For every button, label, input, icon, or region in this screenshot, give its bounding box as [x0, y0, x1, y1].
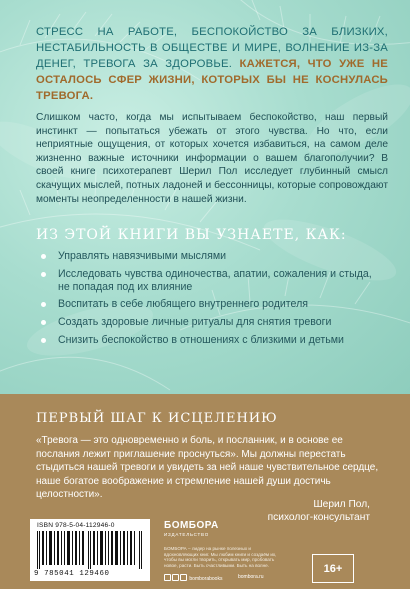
quote-author: [268, 498, 370, 525]
list-item-text: Воспитать в себе любящего внутреннего родителя: [58, 298, 309, 311]
quote-text: «Тревога — это одновременно и боль, и посланник, и в основе ее послания лежит приглашение проснуться». Мы должны перестать стыдиться нашей тревоги и увидеть за ней наше чувствительное сердце, наше богатое воображение и стремление нашей души достичь целостности».: [36, 435, 379, 501]
publisher-logo-text: БОМБОРА: [164, 520, 219, 531]
publisher-description: БОМБОРА – лидер на рынке полезных и вдохновляющих книг. Мы любим книги и создаём их, чтобы вы могли творить, открывать мир, пробовать новое, расти. Быть счастливыми. Быть на волне.: [164, 546, 277, 568]
bullet-dot-icon: [41, 254, 46, 259]
learn-list: [36, 250, 376, 352]
list-item-text: Создать здоровые личные ритуалы для снятия тревоги: [58, 316, 332, 329]
bullet-dot-icon: [41, 272, 46, 277]
age-rating-badge: 16+: [312, 554, 354, 583]
bullet-dot-icon: [41, 302, 46, 307]
social-handle-text: bomborabooks: [189, 576, 223, 582]
publisher-logo-subtitle: ИЗДАТЕЛЬСТВО: [164, 532, 210, 537]
barcode-digits: 9 785041 129460: [34, 570, 110, 578]
list-item: [36, 316, 376, 329]
list-item: [36, 334, 376, 347]
intro-text: [36, 24, 388, 104]
instagram-icon: [172, 574, 179, 581]
vk-icon: [164, 574, 171, 581]
list-item-text: Исследовать чувства одиночества, апатии, сожаления и стыда, не попадая под их влияние: [58, 267, 372, 293]
bullet-dot-icon: [41, 320, 46, 325]
author-name: Шерил Пол,: [313, 499, 370, 510]
facebook-icon: [180, 574, 187, 581]
list-item: [36, 268, 376, 294]
barcode-bars-icon: [37, 531, 143, 569]
barcode: [30, 519, 150, 581]
description-paragraph: Слишком часто, когда мы испытываем беспокойство, наш первый инстинкт — попытаться убежать от этого чувства. Но что, если неприятные ощущения, от которых хочется избавиться, на самом деле жизненно важные источники информации о вашем благополучии? В своей книге психотерапевт Шерил Пол исследует глубинный смысл скачущих мыслей, потных ладоней и бессонницы, которые сопровождают моменты неопределенности в нашей жизни.: [36, 112, 388, 205]
bullet-dot-icon: [41, 338, 46, 343]
social-handle: [164, 574, 222, 582]
quote-heading: ПЕРВЫЙ ШАГ К ИСЦЕЛЕНИЮ: [36, 411, 278, 426]
learn-heading: ИЗ ЭТОЙ КНИГИ ВЫ УЗНАЕТЕ, КАК:: [36, 227, 347, 243]
intro-caps: СТРЕСС НА РАБОТЕ, БЕСПОКОЙСТВО ЗА БЛИЗКИХ, НЕСТАБИЛЬНОСТЬ В ОБЩЕСТВЕ И МИРЕ, ВОЛНЕНИЕ ИЗ-ЗА ДЕНЕГ, ТРЕВОГА ЗА ЗДОРОВЬЕ.: [36, 26, 388, 70]
publisher-website: bombora.ru: [238, 574, 264, 580]
intro-highlight: КАЖЕТСЯ, ЧТО УЖЕ НЕ ОСТАЛОСЬ СФЕР ЖИЗНИ, КОТОРЫХ БЫ НЕ КОСНУЛАСЬ ТРЕВОГА.: [36, 58, 388, 102]
list-item: [36, 250, 376, 263]
author-role: психолог-консультант: [267, 512, 370, 524]
list-item: [36, 298, 376, 311]
isbn-label: ISBN 978-5-04-112946-0: [37, 522, 115, 529]
publisher-logo: [164, 520, 219, 537]
list-item-text: Управлять навязчивыми мыслями: [58, 250, 227, 262]
list-item-text: Снизить беспокойство в отношениях с близкими и детьми: [58, 333, 344, 346]
lower-band: [0, 394, 410, 589]
